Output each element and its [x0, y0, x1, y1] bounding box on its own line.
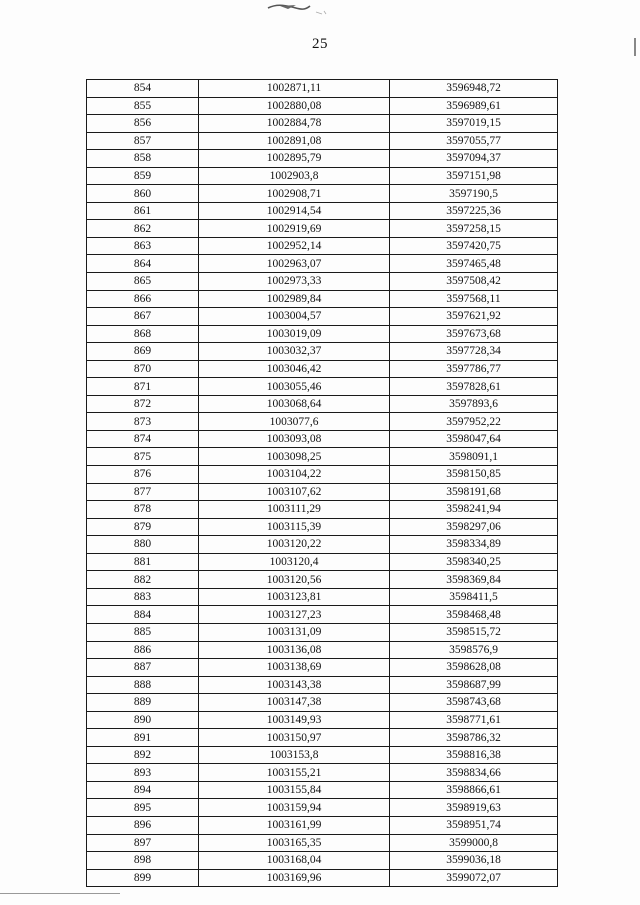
table-row	[87, 659, 558, 677]
table-row	[87, 553, 558, 571]
y-coordinate-cell: 3598834,66	[390, 764, 558, 782]
point-number-cell: 890	[87, 711, 199, 729]
point-number-cell: 881	[87, 553, 199, 571]
table-row	[87, 869, 558, 887]
point-number-cell: 869	[87, 343, 199, 361]
x-coordinate-cell: 1003093,08	[199, 430, 390, 448]
point-number-cell: 877	[87, 483, 199, 501]
y-coordinate-cell: 3597508,42	[390, 273, 558, 291]
y-coordinate-cell: 3598241,94	[390, 501, 558, 519]
y-coordinate-cell: 3598816,38	[390, 746, 558, 764]
y-coordinate-cell: 3598628,08	[390, 659, 558, 677]
point-number-cell: 866	[87, 290, 199, 308]
x-coordinate-cell: 1003115,39	[199, 518, 390, 536]
x-coordinate-cell: 1003107,62	[199, 483, 390, 501]
x-coordinate-cell: 1003155,84	[199, 781, 390, 799]
table-row	[87, 694, 558, 712]
y-coordinate-cell: 3597828,61	[390, 378, 558, 396]
point-number-cell: 891	[87, 729, 199, 747]
table-row	[87, 536, 558, 554]
table-row	[87, 343, 558, 361]
x-coordinate-cell: 1002973,33	[199, 273, 390, 291]
table-row	[87, 623, 558, 641]
y-coordinate-cell: 3598340,25	[390, 553, 558, 571]
point-number-cell: 893	[87, 764, 199, 782]
y-coordinate-cell: 3598468,48	[390, 606, 558, 624]
x-coordinate-cell: 1003019,09	[199, 325, 390, 343]
point-number-cell: 896	[87, 816, 199, 834]
point-number-cell: 899	[87, 869, 199, 887]
y-coordinate-cell: 3598919,63	[390, 799, 558, 817]
x-coordinate-cell: 1002989,84	[199, 290, 390, 308]
point-number-cell: 856	[87, 115, 199, 133]
x-coordinate-cell: 1003111,29	[199, 501, 390, 519]
x-coordinate-cell: 1003120,22	[199, 536, 390, 554]
table-row	[87, 764, 558, 782]
point-number-cell: 864	[87, 255, 199, 273]
table-row	[87, 816, 558, 834]
table-row	[87, 448, 558, 466]
point-number-cell: 871	[87, 378, 199, 396]
point-number-cell: 854	[87, 80, 199, 98]
x-coordinate-cell: 1003138,69	[199, 659, 390, 677]
table-row	[87, 501, 558, 519]
y-coordinate-cell: 3598771,61	[390, 711, 558, 729]
point-number-cell: 879	[87, 518, 199, 536]
table-row	[87, 641, 558, 659]
table-row	[87, 150, 558, 168]
scan-artifact-mark	[266, 2, 330, 16]
table-row	[87, 606, 558, 624]
x-coordinate-cell: 1002880,08	[199, 97, 390, 115]
table-row	[87, 571, 558, 589]
y-coordinate-cell: 3597952,22	[390, 413, 558, 431]
table-row	[87, 115, 558, 133]
point-number-cell: 862	[87, 220, 199, 238]
table-row	[87, 308, 558, 326]
point-number-cell: 872	[87, 395, 199, 413]
x-coordinate-cell: 1002914,54	[199, 202, 390, 220]
table-row	[87, 202, 558, 220]
table-row	[87, 588, 558, 606]
table-row	[87, 746, 558, 764]
table-row	[87, 781, 558, 799]
table-row	[87, 220, 558, 238]
x-coordinate-cell: 1003155,21	[199, 764, 390, 782]
y-coordinate-cell: 3599000,8	[390, 834, 558, 852]
y-coordinate-cell: 3597258,15	[390, 220, 558, 238]
y-coordinate-cell: 3598576,9	[390, 641, 558, 659]
x-coordinate-cell: 1003032,37	[199, 343, 390, 361]
x-coordinate-cell: 1003127,23	[199, 606, 390, 624]
x-coordinate-cell: 1002895,79	[199, 150, 390, 168]
y-coordinate-cell: 3598150,85	[390, 466, 558, 484]
table-row	[87, 852, 558, 870]
table-row	[87, 132, 558, 150]
y-coordinate-cell: 3597465,48	[390, 255, 558, 273]
y-coordinate-cell: 3597621,92	[390, 308, 558, 326]
point-number-cell: 897	[87, 834, 199, 852]
point-number-cell: 898	[87, 852, 199, 870]
y-coordinate-cell: 3598951,74	[390, 816, 558, 834]
y-coordinate-cell: 3597055,77	[390, 132, 558, 150]
point-number-cell: 882	[87, 571, 199, 589]
x-coordinate-cell: 1003161,99	[199, 816, 390, 834]
table-row	[87, 395, 558, 413]
point-number-cell: 858	[87, 150, 199, 168]
x-coordinate-cell: 1003077,6	[199, 413, 390, 431]
table-row	[87, 185, 558, 203]
y-coordinate-cell: 3598743,68	[390, 694, 558, 712]
x-coordinate-cell: 1003046,42	[199, 360, 390, 378]
x-coordinate-cell: 1003104,22	[199, 466, 390, 484]
x-coordinate-cell: 1002884,78	[199, 115, 390, 133]
y-coordinate-cell: 3598515,72	[390, 623, 558, 641]
table-row	[87, 378, 558, 396]
table-row	[87, 273, 558, 291]
table-row	[87, 466, 558, 484]
y-coordinate-cell: 3597673,68	[390, 325, 558, 343]
table-row	[87, 325, 558, 343]
point-number-cell: 889	[87, 694, 199, 712]
table-row	[87, 430, 558, 448]
y-coordinate-cell: 3599072,07	[390, 869, 558, 887]
table-row	[87, 97, 558, 115]
point-number-cell: 867	[87, 308, 199, 326]
point-number-cell: 875	[87, 448, 199, 466]
table-row	[87, 290, 558, 308]
x-coordinate-cell: 1002871,11	[199, 80, 390, 98]
table-row	[87, 80, 558, 98]
table-row	[87, 483, 558, 501]
y-coordinate-cell: 3597190,5	[390, 185, 558, 203]
y-coordinate-cell: 3597568,11	[390, 290, 558, 308]
y-coordinate-cell: 3598866,61	[390, 781, 558, 799]
x-coordinate-cell: 1003131,09	[199, 623, 390, 641]
point-number-cell: 861	[87, 202, 199, 220]
x-coordinate-cell: 1002903,8	[199, 167, 390, 185]
table-row	[87, 711, 558, 729]
table-row	[87, 518, 558, 536]
y-coordinate-cell: 3597420,75	[390, 237, 558, 255]
x-coordinate-cell: 1003123,81	[199, 588, 390, 606]
y-coordinate-cell: 3598191,68	[390, 483, 558, 501]
x-coordinate-cell: 1002908,71	[199, 185, 390, 203]
point-number-cell: 888	[87, 676, 199, 694]
x-coordinate-cell: 1003136,08	[199, 641, 390, 659]
y-coordinate-cell: 3596948,72	[390, 80, 558, 98]
y-coordinate-cell: 3597728,34	[390, 343, 558, 361]
point-number-cell: 894	[87, 781, 199, 799]
table-row	[87, 237, 558, 255]
point-number-cell: 874	[87, 430, 199, 448]
x-coordinate-cell: 1003120,4	[199, 553, 390, 571]
point-number-cell: 892	[87, 746, 199, 764]
point-number-cell: 886	[87, 641, 199, 659]
table-row	[87, 413, 558, 431]
x-coordinate-cell: 1003068,64	[199, 395, 390, 413]
x-coordinate-cell: 1002891,08	[199, 132, 390, 150]
y-coordinate-cell: 3597786,77	[390, 360, 558, 378]
point-number-cell: 860	[87, 185, 199, 203]
point-number-cell: 859	[87, 167, 199, 185]
scan-edge-mark	[634, 38, 636, 56]
coordinates-table-body	[87, 80, 558, 887]
y-coordinate-cell: 3597893,6	[390, 395, 558, 413]
table-row	[87, 834, 558, 852]
y-coordinate-cell: 3597225,36	[390, 202, 558, 220]
x-coordinate-cell: 1003055,46	[199, 378, 390, 396]
x-coordinate-cell: 1003153,8	[199, 746, 390, 764]
x-coordinate-cell: 1003143,38	[199, 676, 390, 694]
y-coordinate-cell: 3597151,98	[390, 167, 558, 185]
point-number-cell: 885	[87, 623, 199, 641]
point-number-cell: 855	[87, 97, 199, 115]
x-coordinate-cell: 1003165,35	[199, 834, 390, 852]
y-coordinate-cell: 3598411,5	[390, 588, 558, 606]
point-number-cell: 895	[87, 799, 199, 817]
x-coordinate-cell: 1002963,07	[199, 255, 390, 273]
point-number-cell: 863	[87, 237, 199, 255]
table-row	[87, 167, 558, 185]
table-row	[87, 255, 558, 273]
y-coordinate-cell: 3597019,15	[390, 115, 558, 133]
y-coordinate-cell: 3598687,99	[390, 676, 558, 694]
point-number-cell: 865	[87, 273, 199, 291]
x-coordinate-cell: 1002952,14	[199, 237, 390, 255]
y-coordinate-cell: 3598334,89	[390, 536, 558, 554]
x-coordinate-cell: 1003168,04	[199, 852, 390, 870]
coordinates-table	[86, 79, 558, 887]
y-coordinate-cell: 3597094,37	[390, 150, 558, 168]
point-number-cell: 883	[87, 588, 199, 606]
page-number: 25	[312, 36, 328, 52]
point-number-cell: 878	[87, 501, 199, 519]
x-coordinate-cell: 1003004,57	[199, 308, 390, 326]
y-coordinate-cell: 3598047,64	[390, 430, 558, 448]
point-number-cell: 876	[87, 466, 199, 484]
x-coordinate-cell: 1003150,97	[199, 729, 390, 747]
y-coordinate-cell: 3598091,1	[390, 448, 558, 466]
y-coordinate-cell: 3598297,06	[390, 518, 558, 536]
y-coordinate-cell: 3598369,84	[390, 571, 558, 589]
x-coordinate-cell: 1003120,56	[199, 571, 390, 589]
table-row	[87, 729, 558, 747]
bottom-scan-line	[0, 893, 120, 894]
x-coordinate-cell: 1002919,69	[199, 220, 390, 238]
point-number-cell: 868	[87, 325, 199, 343]
table-row	[87, 799, 558, 817]
y-coordinate-cell: 3599036,18	[390, 852, 558, 870]
x-coordinate-cell: 1003169,96	[199, 869, 390, 887]
point-number-cell: 884	[87, 606, 199, 624]
y-coordinate-cell: 3598786,32	[390, 729, 558, 747]
point-number-cell: 857	[87, 132, 199, 150]
table-row	[87, 360, 558, 378]
point-number-cell: 870	[87, 360, 199, 378]
table-row	[87, 676, 558, 694]
point-number-cell: 887	[87, 659, 199, 677]
y-coordinate-cell: 3596989,61	[390, 97, 558, 115]
x-coordinate-cell: 1003147,38	[199, 694, 390, 712]
x-coordinate-cell: 1003098,25	[199, 448, 390, 466]
x-coordinate-cell: 1003159,94	[199, 799, 390, 817]
point-number-cell: 880	[87, 536, 199, 554]
x-coordinate-cell: 1003149,93	[199, 711, 390, 729]
point-number-cell: 873	[87, 413, 199, 431]
